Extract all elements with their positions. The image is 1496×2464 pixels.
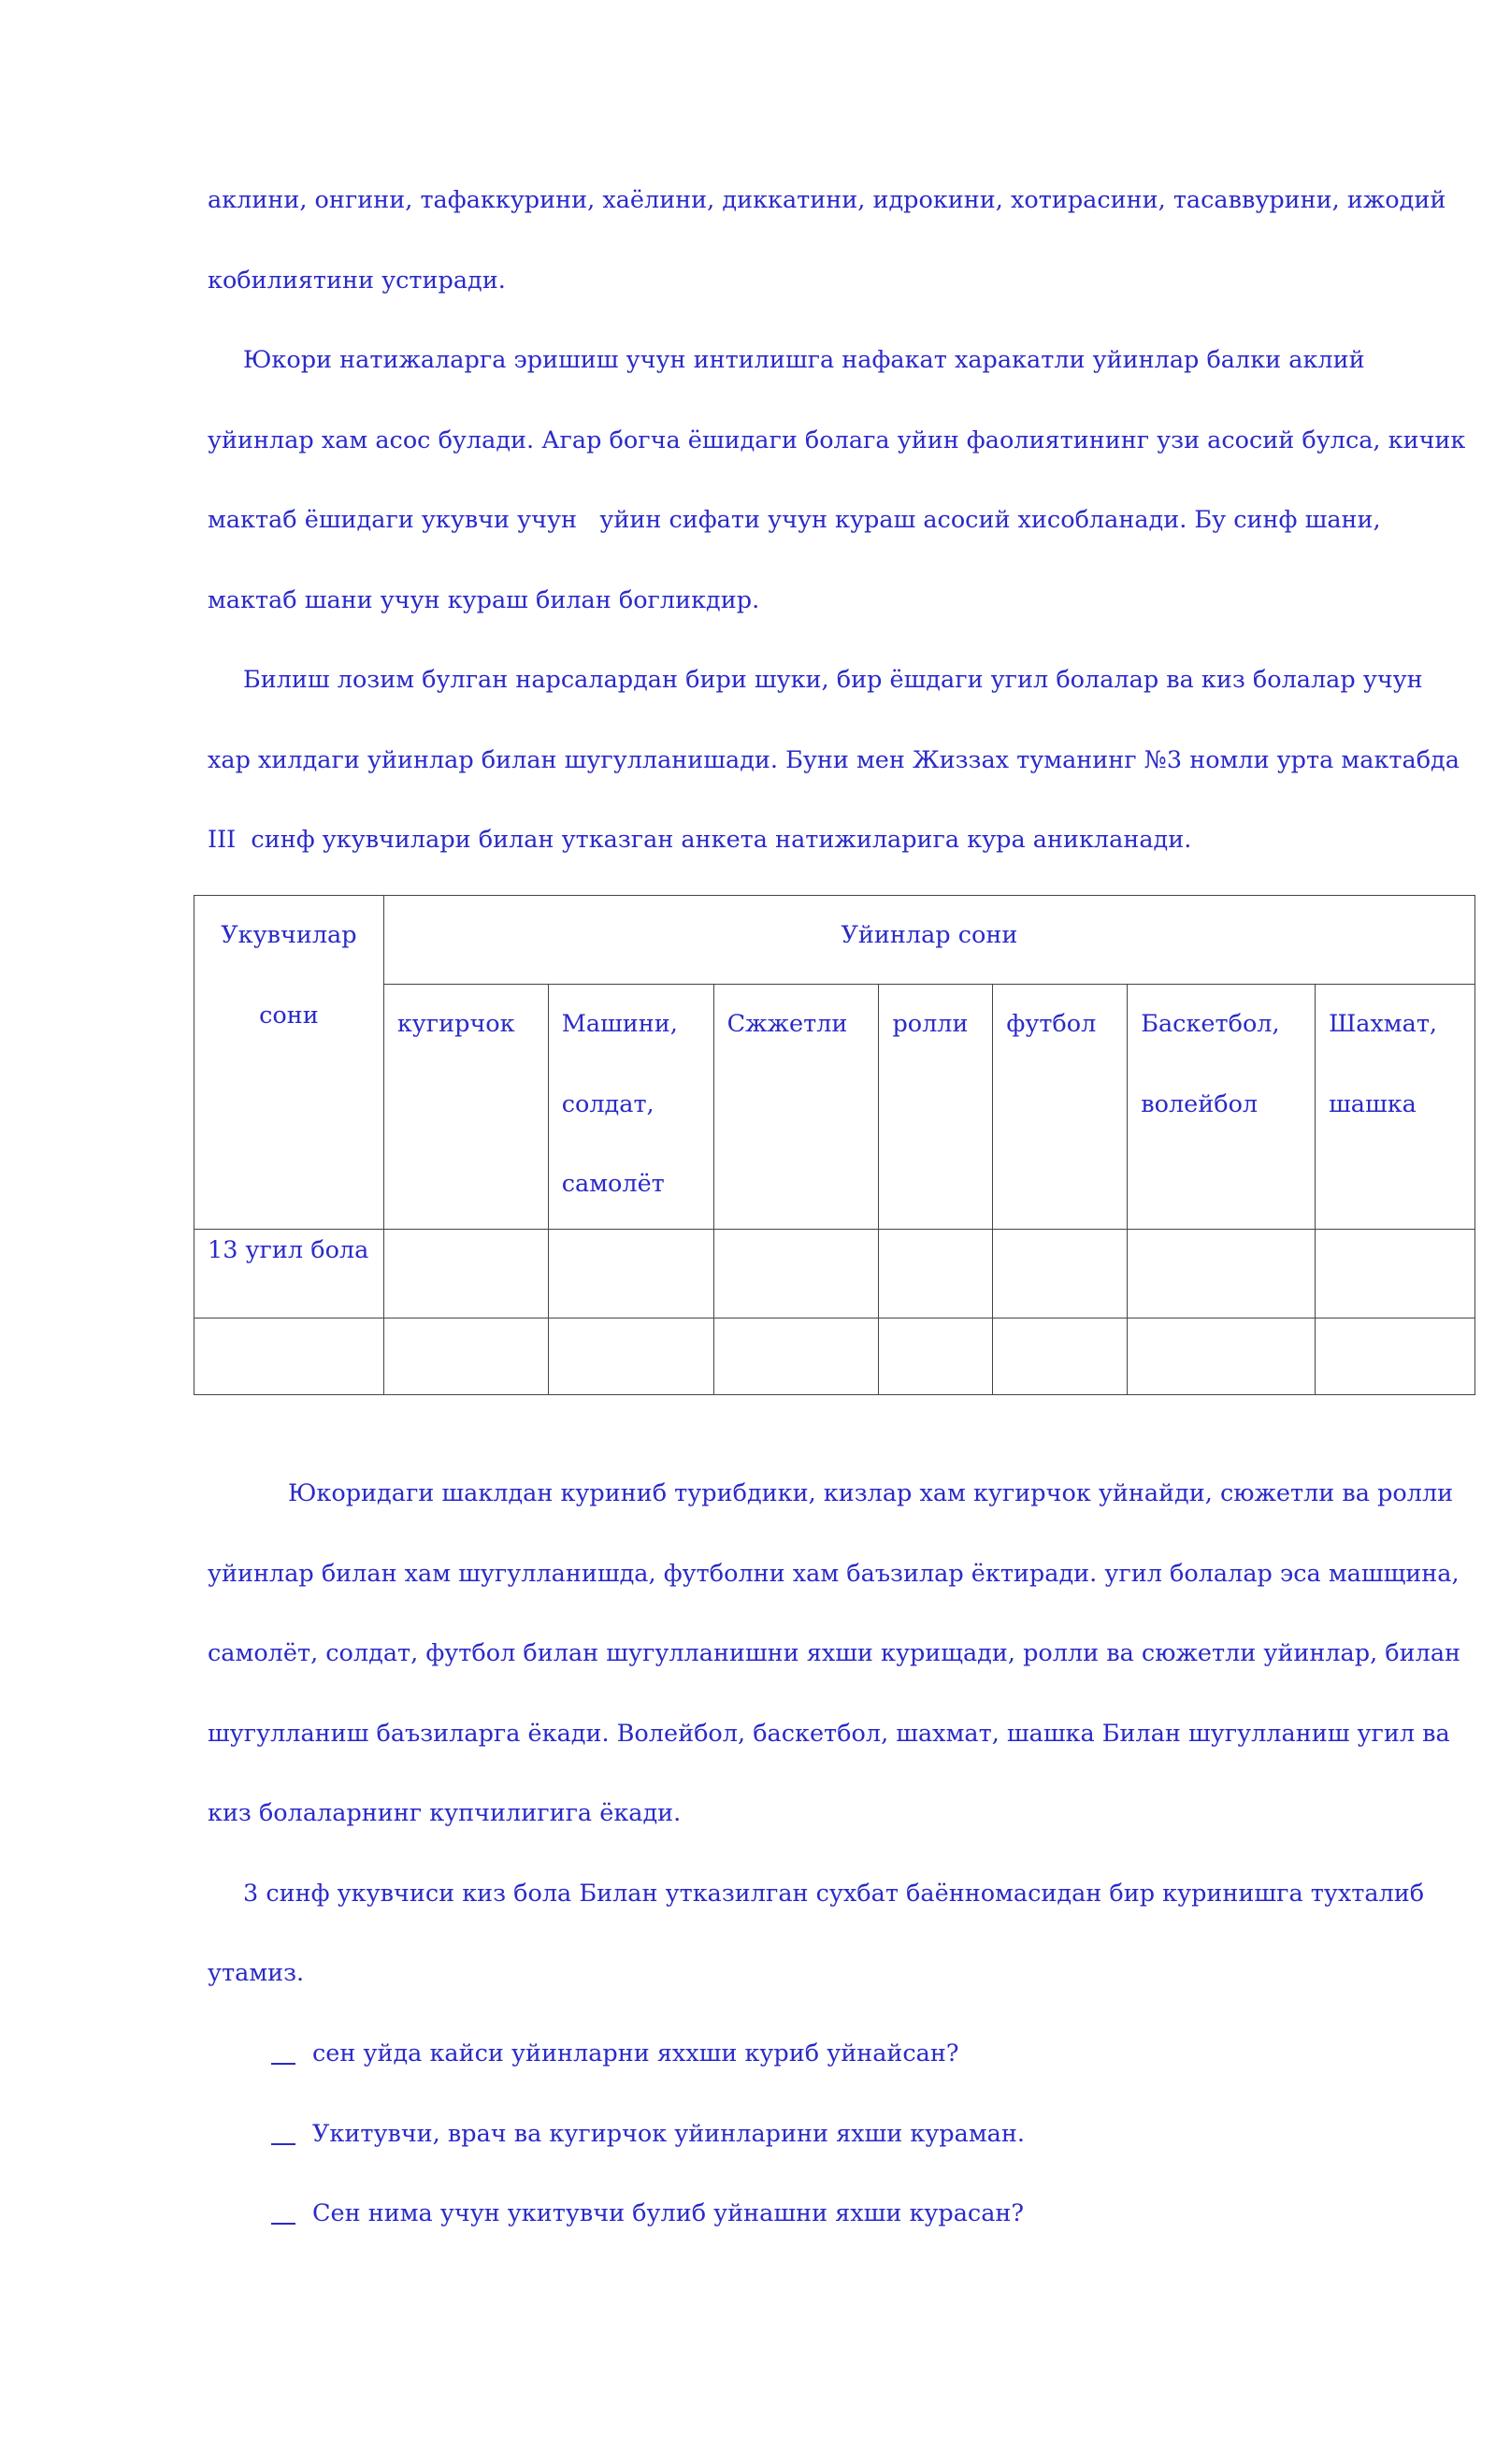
dialogue-text: Сен нима учун укитувчи булиб уйнашни яхши курасан?: [312, 2199, 1025, 2227]
col-header-cars: [548, 985, 713, 1230]
col-label: самолёт: [561, 1170, 665, 1198]
paragraph-line: Билиш лозим булган нарсалардан бири шуки, бир ёшдаги угил болалар ва киз болалар учун: [243, 666, 1423, 694]
dialogue-text: сен уйда кайси уйинларни яххши куриб уйнайсан?: [312, 2039, 959, 2068]
paragraph-line: самолёт, солдат, футбол билан шугулланишни яхши курищади, ролли ва сюжетли уйинлар, билан: [208, 1639, 1461, 1667]
survey-table: [194, 895, 1475, 1395]
table-row: [194, 1318, 1475, 1395]
table-cell: [713, 1318, 879, 1395]
dialogue-text: Укитувчи, врач ва кугирчок уйинларини яхши кураман.: [312, 2120, 1025, 2148]
table-cell: [1316, 1318, 1475, 1395]
table-cell: [993, 1318, 1128, 1395]
paragraph-line: аклини, онгини, тафаккурини, хаёлини, диккатини, идрокини, хотирасини, тасаввурини, ижодий: [208, 186, 1446, 214]
row-label: 13 угил бола: [208, 1236, 369, 1264]
col-header-plot: [713, 985, 879, 1230]
header-games-cell: [383, 896, 1474, 985]
header-students-label: сони: [259, 1001, 319, 1030]
col-label: Сжжетли: [726, 1010, 848, 1038]
dash-marker: [271, 2223, 295, 2225]
paragraph-line: мактаб шани учун кураш билан богликдир.: [208, 585, 760, 614]
dialogue-line: [271, 2195, 1024, 2232]
paragraph-line: Юкори натижаларга эришиш учун интилишга нафакат харакатли уйинлар балки аклий: [243, 346, 1365, 374]
col-header-football: [993, 985, 1128, 1230]
paragraph-line: Юкоридаги шаклдан куриниб турибдики, кизлар хам кугирчок уйнайди, сюжетли ва ролли: [288, 1479, 1454, 1507]
table-cell: [1316, 1230, 1475, 1318]
dash-marker: [271, 2063, 295, 2065]
col-header-chess: [1316, 985, 1475, 1230]
col-header-dolls: [383, 985, 548, 1230]
col-label: солдат,: [561, 1089, 654, 1118]
col-label: футбол: [1006, 1010, 1097, 1038]
paragraph-line: хар хилдаги уйинлар билан шугулланишади. Буни мен Жиззах туманинг №3 номли урта мактабда: [208, 745, 1460, 774]
table-cell: [1128, 1318, 1316, 1395]
table-row: [194, 1230, 1475, 1318]
paragraph-line: кобилиятини устиради.: [208, 266, 506, 295]
table-cell: [194, 1318, 384, 1395]
col-label: волейбол: [1141, 1089, 1259, 1118]
table-cell: [1128, 1230, 1316, 1318]
paragraph-line: уйинлар билан хам шугулланишда, футболни хам баъзилар ёктиради. угил болалар эса машщина,: [208, 1559, 1460, 1588]
col-label: Машини,: [561, 1010, 678, 1038]
paragraph-line: III синф укувчилари билан утказган анкета натижиларига кура аникланади.: [208, 826, 1192, 854]
table-cell: [879, 1318, 993, 1395]
table-cell: [713, 1230, 879, 1318]
table-cell: [383, 1230, 548, 1318]
header-games-label: Уйинлар сони: [841, 921, 1018, 949]
paragraph-line: утамиз.: [208, 1959, 305, 1987]
table-cell: [548, 1230, 713, 1318]
dialogue-line: [271, 2115, 1025, 2153]
table-cell: [548, 1318, 713, 1395]
dialogue-line: [271, 2035, 959, 2072]
header-students-cell: [194, 896, 384, 1230]
table-cell: [383, 1318, 548, 1395]
col-header-basketball: [1128, 985, 1316, 1230]
col-label: кугирчок: [396, 1010, 515, 1038]
paragraph-line: киз болаларнинг купчилигига ёкади.: [208, 1799, 682, 1827]
col-label: ролли: [892, 1010, 969, 1038]
document-body-continued: [208, 1454, 1461, 2014]
row-label-cell: [194, 1230, 384, 1318]
dash-marker: [271, 2143, 295, 2145]
paragraph-line: 3 синф укувчиси киз бола Билан утказилган сухбат баённомасидан бир куринишга тухталиб: [243, 1879, 1425, 1908]
table-cell: [993, 1230, 1128, 1318]
header-students-label: Укувчилар: [221, 921, 357, 949]
table-cell: [879, 1230, 993, 1318]
paragraph-line: уйинлар хам асос булади. Агар богча ёшидаги болага уйин фаолиятининг узи асосий булса, кичик: [208, 425, 1466, 454]
document-body: [208, 161, 1466, 881]
col-label: Баскетбол,: [1141, 1010, 1280, 1038]
col-header-role: [879, 985, 993, 1230]
paragraph-line: мактаб ёшидаги укувчи учун уйин сифати учун кураш асосий хисобланади. Бу синф шани,: [208, 506, 1381, 534]
col-label: Шахмат,: [1329, 1010, 1438, 1038]
col-label: шашка: [1329, 1089, 1417, 1118]
paragraph-line: шугулланиш баъзиларга ёкади. Волейбол, баскетбол, шахмат, шашка Билан шугулланиш угил ва: [208, 1719, 1450, 1748]
